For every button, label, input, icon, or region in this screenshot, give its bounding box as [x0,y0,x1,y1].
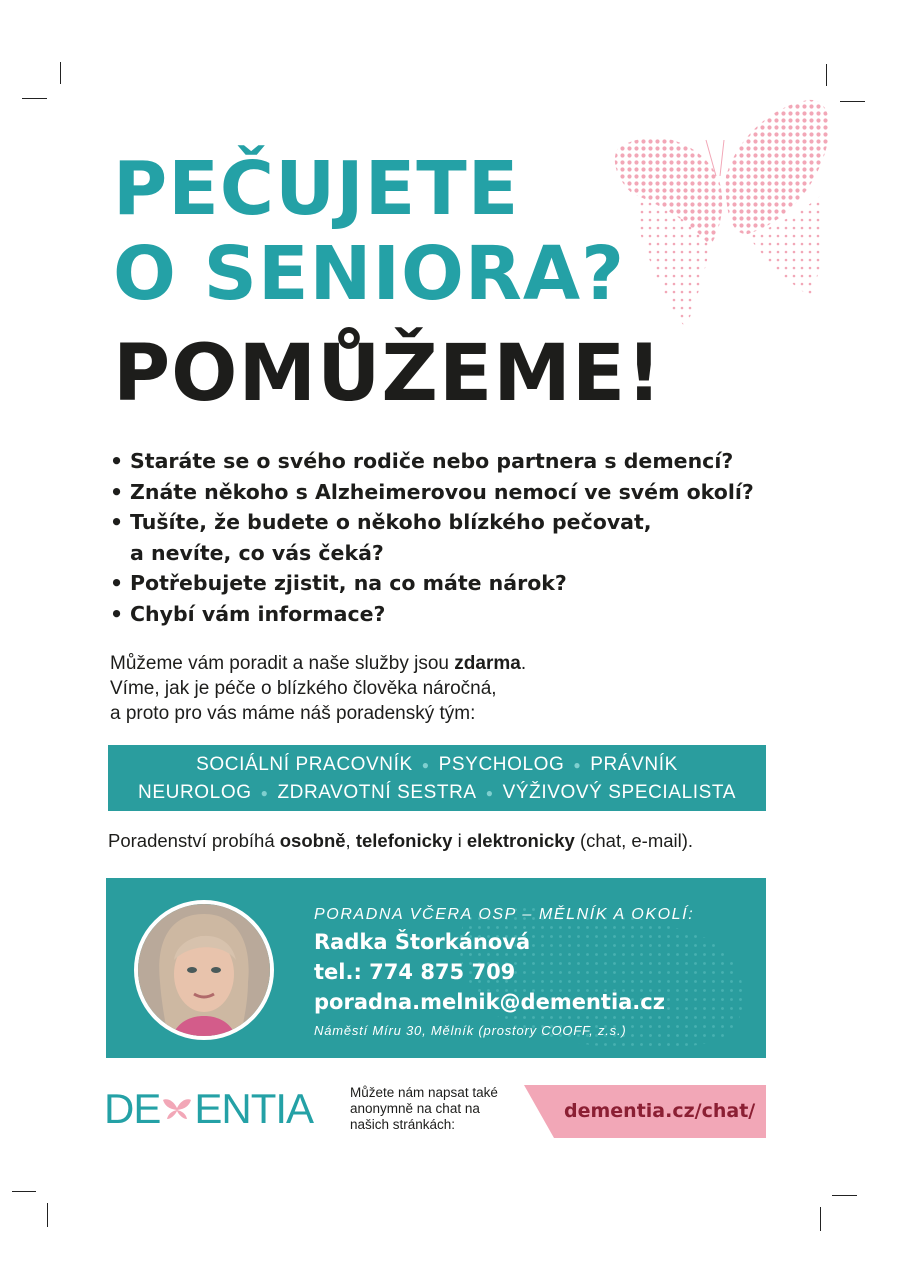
team-row [108,779,766,807]
list-item: • Chybí vám informace? [108,599,788,630]
avatar [134,900,274,1040]
intro-text: Můžeme vám poradit a naše služby jsou [110,653,455,674]
headline-line-2: O SENIORA? [113,231,626,317]
mode-text: i [452,830,467,851]
team-banner [108,745,766,811]
mode-text: (chat, e-mail). [574,830,694,851]
consultation-modes [108,830,693,852]
mode-phone: telefonicky [355,830,453,851]
contact-details [314,906,694,1038]
office-title: PORADNA VČERA OSP – MĚLNÍK A OKOLÍ: [314,906,695,923]
portrait-image [138,904,270,1036]
crop-mark [12,1191,36,1192]
list-item: • Potřebujete zjistit, na co máte nárok? [108,568,788,599]
separator-dot: ● [421,758,430,772]
separator-dot: ● [573,758,582,772]
crop-mark [840,101,865,102]
separator-dot: ● [485,786,494,800]
crop-mark [826,64,827,86]
contact-panel [106,878,766,1058]
contact-phone: tel.: 774 875 709 [314,960,516,984]
intro-paragraph [110,651,526,726]
butterfly-icon [598,96,838,346]
crop-mark [47,1203,48,1227]
mode-text: Poradenství probíhá [108,830,280,851]
headline-line-3: POMŮŽEME! [113,329,663,419]
headline-line-1: PEČUJETE [113,146,520,232]
question-list [108,446,788,629]
mode-in-person: osobně [279,830,346,851]
contact-name: Radka Štorkánová [314,930,531,954]
dementia-logo [104,1085,314,1132]
intro-line-1 [110,651,526,676]
mode-text: , [345,830,356,851]
intro-line-3: a proto pro vás máme náš poradenský tým: [110,703,476,724]
contact-address: Náměstí Míru 30, Mělník (prostory COOFF, z.s.) [314,1023,627,1038]
chat-link[interactable]: dementia.cz/chat/ [564,1100,756,1122]
free-highlight: zdarma [454,653,521,674]
crop-mark [820,1207,821,1231]
crop-mark [60,62,61,84]
crop-mark [22,98,47,99]
contact-email: poradna.melnik@dementia.cz [314,990,665,1014]
crop-mark [832,1195,857,1196]
list-item: • Staráte se o svého rodiče nebo partnera s demencí? [108,446,788,477]
chat-link-banner[interactable] [524,1085,766,1138]
team-row [108,751,766,779]
team-role: NEUROLOG [138,782,252,803]
list-item: • Tušíte, že budete o někoho blízkého pečovat, a nevíte, co vás čeká? [108,507,788,568]
chat-note: Můžete nám napsat také anonymně na chat na našich stránkách: [350,1085,498,1132]
team-role: VÝŽIVOVÝ SPECIALISTA [502,782,736,803]
team-role: ZDRAVOTNÍ SESTRA [277,782,477,803]
separator-dot: ● [260,786,269,800]
list-item: • Znáte někoho s Alzheimerovou nemocí ve svém okolí? [108,477,788,508]
butterfly-icon [161,1094,193,1124]
team-role: SOCIÁLNÍ PRACOVNÍK [196,754,413,775]
intro-text: . [520,653,527,674]
team-role: PSYCHOLOG [438,754,565,775]
logo-text-left: DE [104,1085,161,1132]
intro-line-2: Víme, jak je péče o blízkého člověka náročná, [110,678,497,699]
team-role: PRÁVNÍK [590,754,678,775]
mode-electronic: elektronicky [466,830,575,851]
logo-text-right: ENTIA [194,1085,314,1132]
